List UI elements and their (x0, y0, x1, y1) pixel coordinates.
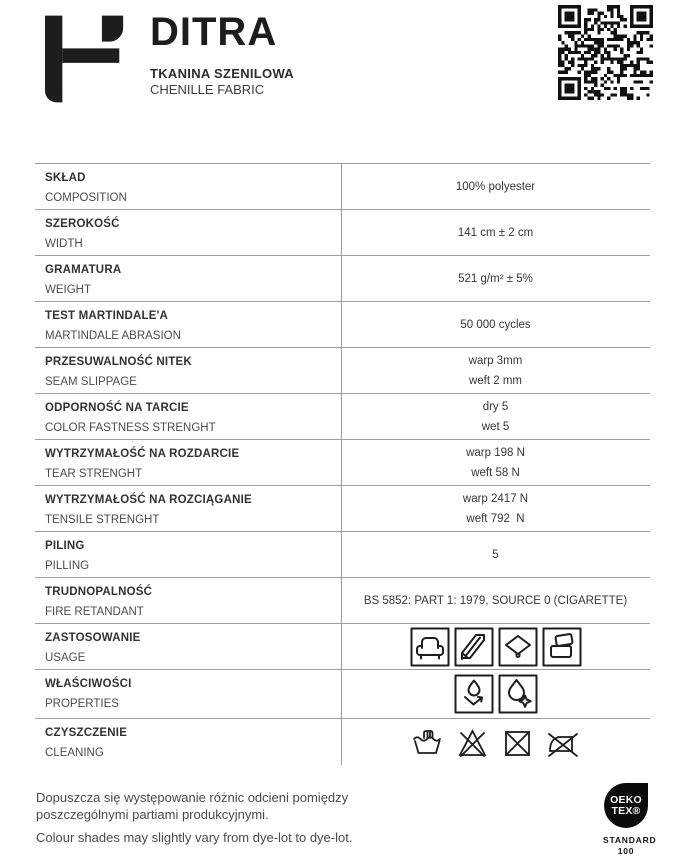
table-row (35, 347, 650, 393)
row-label-pl: WYTRZYMAŁOŚĆ NA ROZDARCIE (45, 448, 240, 460)
properties-icons (454, 674, 538, 714)
table-row (35, 485, 650, 531)
subtitle-pl: TKANINA SZENILOWA (150, 66, 294, 81)
row-label-en: COLOR FASTNESS STRENGHT (45, 422, 216, 434)
row-value: 141 cm ± 2 cm (457, 226, 534, 239)
row-label-pl: WYTRZYMAŁOŚĆ NA ROZCIĄGANIE (45, 494, 252, 506)
row-label-en: PILLING (45, 560, 90, 572)
row-label-en: FIRE RETANDANT (45, 606, 144, 618)
ottoman-icon (498, 627, 538, 667)
oeko-tex-logo-icon (604, 783, 648, 828)
row-value: 50 000 cycles (460, 318, 531, 331)
row-label-en: CLEANING (45, 747, 104, 759)
sofa-bed-icon (454, 627, 494, 667)
row-value: weft 2 mm (468, 374, 523, 387)
row-label-en: WEIGHT (45, 284, 91, 296)
qr-code (558, 5, 653, 100)
usage-icons (410, 627, 582, 667)
table-row (35, 209, 650, 255)
easy-clean-icon (498, 674, 538, 714)
row-value: BS 5852: PART 1: 1979, SOURCE 0 (CIGARETTE) (363, 594, 628, 607)
row-label-en: PROPERTIES (45, 698, 119, 710)
table-row (35, 163, 650, 209)
column-divider (341, 163, 342, 765)
subtitle-en: CHENILLE FABRIC (150, 82, 265, 97)
water-repellent-icon (454, 674, 494, 714)
oeko-line2: TEX® (611, 804, 641, 817)
do-not-tumble-dry-icon (501, 725, 534, 759)
title-block (150, 8, 294, 98)
row-label-en: COMPOSITION (45, 192, 127, 204)
hand-wash-icon (411, 725, 444, 759)
row-label-en: WIDTH (45, 238, 83, 250)
row-label-pl: SZEROKOŚĆ (45, 218, 120, 230)
row-label-pl: TRUDNOPALNOŚĆ (45, 586, 153, 598)
table-row (35, 623, 650, 669)
spec-table (35, 163, 650, 765)
cleaning-icons (411, 725, 581, 759)
do-not-bleach-icon (456, 725, 489, 759)
row-label-pl: ZASTOSOWANIE (45, 632, 141, 644)
footer-notes (36, 789, 358, 846)
row-value: weft 58 N (471, 466, 520, 479)
table-row (35, 393, 650, 439)
row-label-pl: PILING (45, 540, 85, 552)
table-row (35, 577, 650, 623)
row-value: weft 792 N (466, 512, 525, 525)
oeko-line1: OEKO (610, 793, 642, 806)
table-row (35, 531, 650, 577)
row-label-en: USAGE (45, 652, 86, 664)
oeko-tex-badge (603, 783, 657, 856)
row-label-en: TEAR STRENGHT (45, 468, 143, 480)
row-value: warp 2417 N (462, 492, 529, 505)
row-value: 100% polyester (455, 180, 536, 193)
row-value: 5 (492, 548, 499, 561)
table-row (35, 439, 650, 485)
dye-lot-note-en: Colour shades may slightly vary from dye-lot to dye-lot. (36, 830, 353, 845)
row-label-en: TENSILE STRENGHT (45, 514, 160, 526)
row-value: warp 3mm (468, 354, 523, 367)
oeko-100-label: 100 (617, 846, 635, 856)
table-row (35, 718, 650, 765)
cushion-icon (542, 627, 582, 667)
row-label-en: MARTINDALE ABRASION (45, 330, 181, 342)
row-label-pl: SKŁAD (45, 172, 86, 184)
row-value: wet 5 (481, 420, 510, 433)
do-not-iron-icon (546, 725, 581, 759)
row-label-pl: TEST MARTINDALE'A (45, 310, 169, 322)
brand-logo-icon (45, 14, 127, 109)
table-row (35, 255, 650, 301)
dye-lot-note-pl: Dopuszcza się występowanie różnic odcieni pomiędzy poszczególnymi partiami produkcyjnymi. (36, 790, 349, 822)
table-row (35, 669, 650, 718)
row-label-pl: WŁAŚCIWOŚCI (45, 678, 132, 690)
row-value: warp 198 N (466, 446, 525, 459)
row-label-pl: ODPORNOŚĆ NA TARCIE (45, 402, 189, 414)
row-label-en: SEAM SLIPPAGE (45, 376, 137, 388)
row-label-pl: CZYSZCZENIE (45, 727, 128, 739)
armchair-icon (410, 627, 450, 667)
row-value: 521 g/m² ± 5% (458, 272, 533, 285)
row-label-pl: PRZESUWALNOŚĆ NITEK (45, 356, 192, 368)
table-row (35, 301, 650, 347)
oeko-standard-label: STANDARD (603, 835, 657, 845)
row-value: dry 5 (482, 400, 509, 413)
row-label-pl: GRAMATURA (45, 264, 122, 276)
page-title: DITRA (150, 10, 278, 54)
